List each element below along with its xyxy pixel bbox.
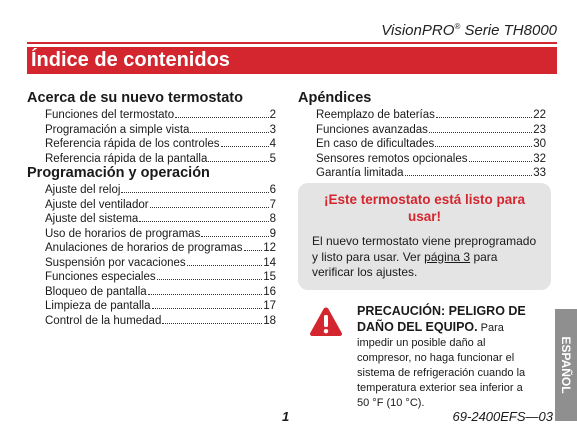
toc-entry-page: 23 <box>533 123 546 136</box>
toc-entry-label: Bloqueo de pantalla <box>45 285 147 298</box>
registered-mark: ® <box>454 22 461 31</box>
dot-leader <box>208 152 268 162</box>
toc-entry-page: 3 <box>269 123 276 136</box>
page-title: Índice de contenidos <box>27 47 557 74</box>
ready-box-text-end: para verificar los ajustes. <box>312 249 498 279</box>
toc-entry-page: 6 <box>269 184 276 196</box>
toc-entry[interactable] <box>45 270 276 285</box>
ready-to-use-box <box>298 183 551 290</box>
toc-entry-page: 17 <box>263 300 276 312</box>
toc-entry[interactable] <box>45 212 276 227</box>
toc-entry[interactable] <box>45 256 276 271</box>
toc-entry[interactable] <box>45 108 276 123</box>
dot-leader <box>429 123 532 133</box>
header-rule <box>27 42 557 44</box>
language-tab-label: ESPAÑOL <box>559 336 573 394</box>
toc-entry[interactable] <box>316 137 546 152</box>
toc-entry-page: 15 <box>263 271 276 283</box>
toc-list <box>27 183 276 328</box>
toc-entry[interactable] <box>45 314 276 329</box>
toc-entry-page: 14 <box>263 256 276 269</box>
section-acerca <box>27 90 276 166</box>
toc-entry-page: 8 <box>269 213 276 225</box>
toc-entry-page: 33 <box>533 167 546 179</box>
dot-leader <box>405 166 533 176</box>
toc-entry-page: 30 <box>533 138 546 150</box>
toc-entry-label: Ajuste del reloj <box>45 184 121 196</box>
toc-entry-page: 4 <box>269 138 276 150</box>
caution-note <box>357 304 527 411</box>
dot-leader <box>175 108 268 118</box>
series-name: Serie TH8000 <box>460 22 557 39</box>
toc-entry-label: Funciones especiales <box>45 271 156 283</box>
section-heading: Apéndices <box>298 90 372 106</box>
toc-entry[interactable] <box>45 299 276 314</box>
toc-entry-label: Referencia rápida de los controles <box>45 138 220 150</box>
dot-leader <box>190 123 268 133</box>
dot-leader <box>201 227 268 237</box>
toc-entry-label: Uso de horarios de programas <box>45 227 201 240</box>
dot-leader <box>162 314 262 324</box>
toc-entry-label: Funciones del termostato <box>45 109 175 121</box>
section-heading: Programación y operación <box>27 165 210 181</box>
toc-entry-label: Garantía limitada <box>316 167 404 179</box>
toc-entry[interactable] <box>316 108 546 123</box>
dot-leader <box>469 152 533 162</box>
toc-entry[interactable] <box>45 183 276 198</box>
toc-entry[interactable] <box>45 227 276 242</box>
dot-leader <box>436 108 532 118</box>
toc-list <box>27 108 276 166</box>
toc-entry-label: Funciones avanzadas <box>316 123 428 136</box>
dot-leader <box>148 285 263 295</box>
toc-entry-label: Referencia rápida de la pantalla <box>45 152 208 165</box>
toc-entry-label: Programación a simple vista <box>45 123 190 136</box>
document-code: 69-2400EFS—03 <box>452 409 553 424</box>
toc-entry[interactable] <box>45 198 276 213</box>
section-programacion <box>27 165 276 328</box>
dot-leader <box>244 241 263 251</box>
warning-triangle-icon <box>309 306 343 337</box>
toc-entry-page: 9 <box>269 227 276 240</box>
toc-entry-page: 7 <box>269 198 276 211</box>
toc-list <box>298 108 546 181</box>
toc-entry[interactable] <box>45 152 276 167</box>
ready-box-body <box>312 234 539 281</box>
header-brand <box>381 22 557 39</box>
section-heading: Acerca de su nuevo termostato <box>27 90 243 106</box>
toc-entry-page: 18 <box>263 314 276 327</box>
toc-entry-label: Sensores remotos opcionales <box>316 152 468 165</box>
toc-entry-page: 16 <box>263 285 276 298</box>
caution-body: Para impedir un posible daño al compresor, no haga funcionar el sistema de refrigeración cuando la temperatura exterior sea inferior a 50 °F (10 °C). <box>357 322 526 409</box>
toc-entry[interactable] <box>316 166 546 181</box>
toc-entry-label: Control de la humedad <box>45 314 162 327</box>
brand-name: VisionPRO <box>381 22 455 39</box>
toc-entry-label: Suspensión por vacaciones <box>45 256 186 269</box>
dot-leader <box>152 299 263 309</box>
toc-entry-page: 12 <box>263 242 276 254</box>
toc-entry-page: 32 <box>533 152 546 165</box>
dot-leader <box>435 137 532 147</box>
caution-title: PRECAUCIÓN: PELIGRO DE DAÑO DEL EQUIPO. <box>357 304 526 334</box>
toc-entry[interactable] <box>45 123 276 138</box>
toc-entry[interactable] <box>316 152 546 167</box>
page-3-link[interactable]: página 3 <box>424 249 471 264</box>
toc-entry[interactable] <box>45 285 276 300</box>
language-tab[interactable] <box>555 309 577 421</box>
toc-entry-label: Anulaciones de horarios de programas <box>45 242 243 254</box>
toc-entry-page: 22 <box>533 109 546 121</box>
toc-entry-label: Ajuste del sistema <box>45 213 139 225</box>
dot-leader <box>221 137 269 147</box>
toc-entry[interactable] <box>45 137 276 152</box>
toc-entry[interactable] <box>45 241 276 256</box>
toc-entry-page: 2 <box>269 109 276 121</box>
toc-entry-page: 5 <box>269 152 276 165</box>
ready-box-text: El nuevo termostato viene preprogramado y listo para usar. Ver <box>312 234 537 264</box>
toc-entry-label: Limpieza de pantalla <box>45 300 151 312</box>
section-apendices <box>298 90 546 181</box>
dot-leader <box>157 270 263 280</box>
toc-entry-label: En caso de dificultades <box>316 138 435 150</box>
toc-entry[interactable] <box>316 123 546 138</box>
dot-leader <box>150 198 269 208</box>
page-number: 1 <box>282 409 290 424</box>
dot-leader <box>139 212 268 222</box>
toc-entry-label: Ajuste del ventilador <box>45 198 149 211</box>
ready-box-title: ¡Este termostato está listo para usar! <box>323 192 526 224</box>
dot-leader <box>187 256 263 266</box>
toc-entry-label: Reemplazo de baterías <box>316 109 435 121</box>
dot-leader <box>121 183 268 193</box>
